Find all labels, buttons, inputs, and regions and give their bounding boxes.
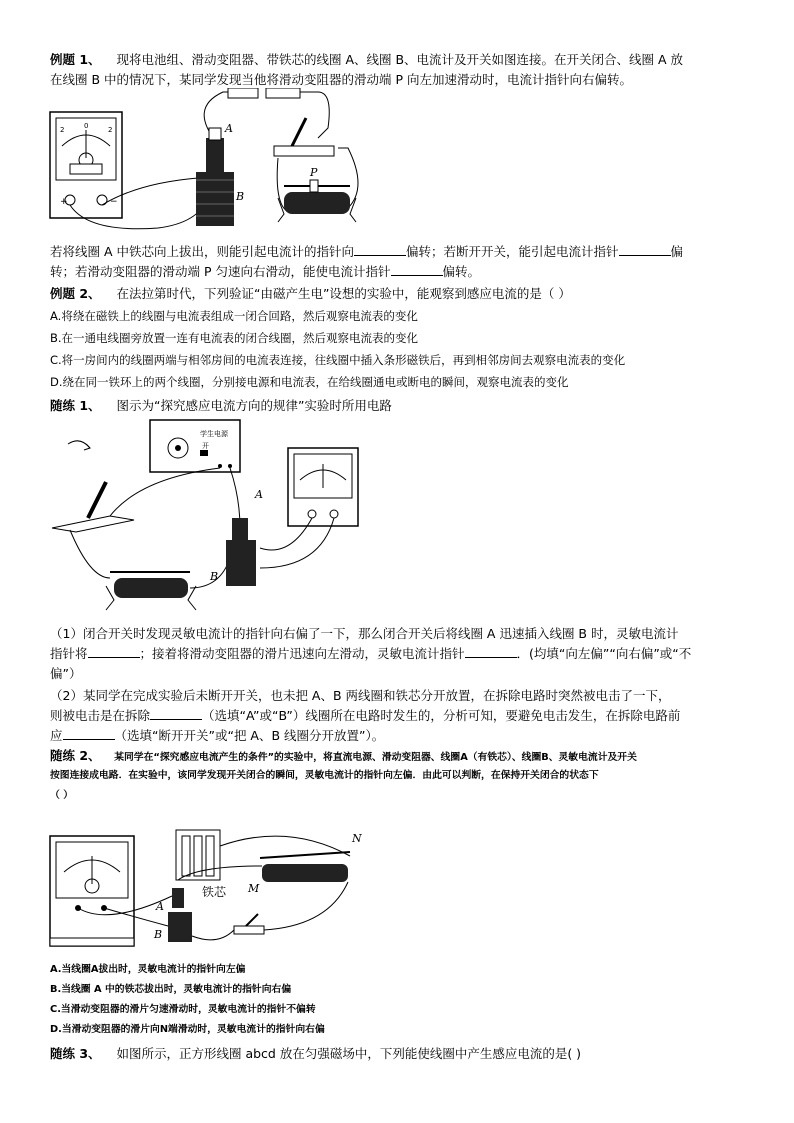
coil-A-label: A — [156, 900, 164, 913]
example-2-option-b[interactable]: B.在一通电线圈旁放置一连有电流表的闭合线圈，然后观察电流表的变化 — [50, 331, 419, 345]
q-text: 应 — [50, 728, 63, 743]
practice-2-option-a[interactable]: A.当线圈A拔出时，灵敏电流计的指针向左偏 — [50, 964, 246, 975]
q-text-e: 偏转。 — [442, 264, 481, 279]
q-text: ；接着将滑动变阻器的滑片迅速向左滑动，灵敏电流计指针 — [139, 646, 465, 661]
gauge-plus-label: 2 — [108, 126, 113, 134]
practice-1-q1-line-3: 偏”） — [50, 666, 82, 681]
coil-A-label: A — [225, 122, 233, 135]
q-text: 指针将 — [50, 646, 88, 661]
practice-1-q1-line-1: （1）闭合开关时发现灵敏电流计的指针向右偏了一下，那么闭合开关后将线圈 A 迅速插入线圈 B 时，灵敏电流计 — [50, 626, 679, 641]
example-2-option-d[interactable]: D.绕在同一铁环上的两个线圈，分别接电源和电流表，在给线圈通电或断电的瞬间，观察电流表的变化 — [50, 375, 569, 389]
example-1-question-line-1 — [50, 242, 683, 262]
practice-1-q2-line-2 — [50, 706, 680, 726]
practice-1-q1-line-2 — [50, 644, 691, 664]
practice-3-label: 随练 3、 — [50, 1046, 101, 1061]
answer-blank-5[interactable] — [465, 657, 517, 658]
example-2-label: 例题 2、 — [50, 286, 101, 301]
q-text-b: 偏转；若断开开关，能引起电流计指针 — [406, 244, 619, 259]
q-text-d: 转；若滑动变阻器的滑动端 P 匀速向右滑动，能使电流计指针 — [50, 264, 391, 279]
gauge-zero-label: 0 — [84, 122, 89, 130]
coil-B-label: B — [210, 570, 219, 583]
example-2-option-c[interactable]: C.将一房间内的线圈两端与相邻房间的电流表连接，往线圈中插入条形磁铁后，再到相邻房间去观察电流表的变化 — [50, 353, 626, 367]
example-2-option-a[interactable]: A.将绕在磁铁上的线圈与电流表组成一闭合回路，然后观察电流表的变化 — [50, 309, 418, 323]
answer-blank-7[interactable] — [63, 739, 115, 740]
q-text-a: 若将线圈 A 中铁芯向上拔出，则能引起电流计的指针向 — [50, 244, 354, 259]
terminal-plus-label: + — [60, 197, 68, 207]
coil-A-label: A — [255, 488, 263, 501]
practice-3-text: 如图所示，正方形线圈 abcd 放在匀强磁场中，下列能使线圈中产生感应电流的是( ) — [116, 1046, 582, 1061]
practice-1-q2-line-1: （2）某同学在完成实验后未断开开关，也未把 A、B 两线圈和铁芯分开放置，在拆除电路时突然被电击了一下， — [50, 688, 671, 703]
answer-blank-6[interactable] — [150, 719, 202, 720]
slider-P-label: P — [310, 166, 318, 179]
example-2-stem — [50, 284, 571, 304]
practice-3-stem — [50, 1044, 581, 1064]
practice-2-circuit-figure — [48, 826, 368, 958]
practice-1-q2-line-3 — [50, 726, 384, 746]
practice-2-line-2: 按图连接成电路．在实验中，该同学发现开关闭合的瞬间，灵敏电流计的指针向左偏．由此可以判断，在保持开关闭合的状态下 — [50, 770, 599, 781]
power-supply-label: 学生电源 — [200, 430, 228, 438]
practice-1-label: 随练 1、 — [50, 398, 101, 413]
practice-1-circuit-figure — [50, 418, 370, 618]
end-M-label: M — [248, 882, 260, 895]
practice-2-label: 随练 2、 — [50, 748, 101, 763]
coil-B-label: B — [236, 190, 245, 203]
iron-core-label: 铁芯 — [202, 885, 227, 899]
practice-2-line-1 — [50, 748, 637, 766]
q-text: ．(均填“向左偏”“向右偏”或“不 — [516, 646, 692, 661]
practice-1-text: 图示为“探究感应电流方向的规律”实验时所用电路 — [116, 398, 392, 413]
practice-2-option-d[interactable]: D.当滑动变阻器的滑片向N端滑动时，灵敏电流计的指针向右偏 — [50, 1024, 325, 1035]
q-text-c: 偏 — [670, 244, 684, 259]
practice-2-text: 某同学在“探究感应电流产生的条件”的实验中，将直流电源、滑动变阻器、线圈A（有铁芯）、线圈B、灵敏电流计及开关 — [114, 752, 637, 763]
coil-B-label: B — [154, 928, 163, 941]
practice-1-stem — [50, 396, 392, 416]
practice-2-line-3: （ ） — [50, 790, 74, 801]
answer-blank-3[interactable] — [391, 275, 443, 276]
example-1-question-line-2 — [50, 262, 480, 282]
practice-2-option-b[interactable]: B.当线圈 A 中的铁芯拔出时，灵敏电流计的指针向右偏 — [50, 984, 292, 995]
power-switch-label: 开 — [202, 442, 209, 450]
q-text: （选填“A”或“B”）线圈所在电路时发生的，分析可知，要避免电击发生，在拆除电路前 — [202, 708, 681, 723]
example-1-circuit-figure — [48, 88, 368, 238]
gauge-minus-label: 2 — [60, 126, 65, 134]
example-1-label: 例题 1、 — [50, 52, 101, 67]
example-1-line-1 — [50, 50, 683, 70]
answer-blank-1[interactable] — [354, 255, 406, 256]
end-N-label: N — [352, 832, 362, 845]
q-text: 则被电击是在拆除 — [50, 708, 151, 723]
answer-blank-4[interactable] — [88, 657, 140, 658]
example-2-text: 在法拉第时代，下列验证“由磁产生电”设想的实验中，能观察到感应电流的是（ ） — [116, 286, 571, 301]
terminal-minus-label: − — [110, 197, 118, 207]
practice-2-option-c[interactable]: C.当滑动变阻器的滑片匀速滑动时，灵敏电流计的指针不偏转 — [50, 1004, 316, 1015]
answer-blank-2[interactable] — [619, 255, 671, 256]
example-1-line-2: 在线圈 B 中的情况下，某同学发现当他将滑动变阻器的滑动端 P 向左加速滑动时，电流计指针向右偏转。 — [50, 72, 633, 87]
example-1-text: 现将电池组、滑动变阻器、带铁芯的线圈 A、线圈 B、电流计及开关如图连接。在开关闭合、线圈 A 放 — [116, 52, 684, 67]
q-text: （选填“断开开关”或“把 A、B 线圈分开放置”）。 — [114, 728, 385, 743]
